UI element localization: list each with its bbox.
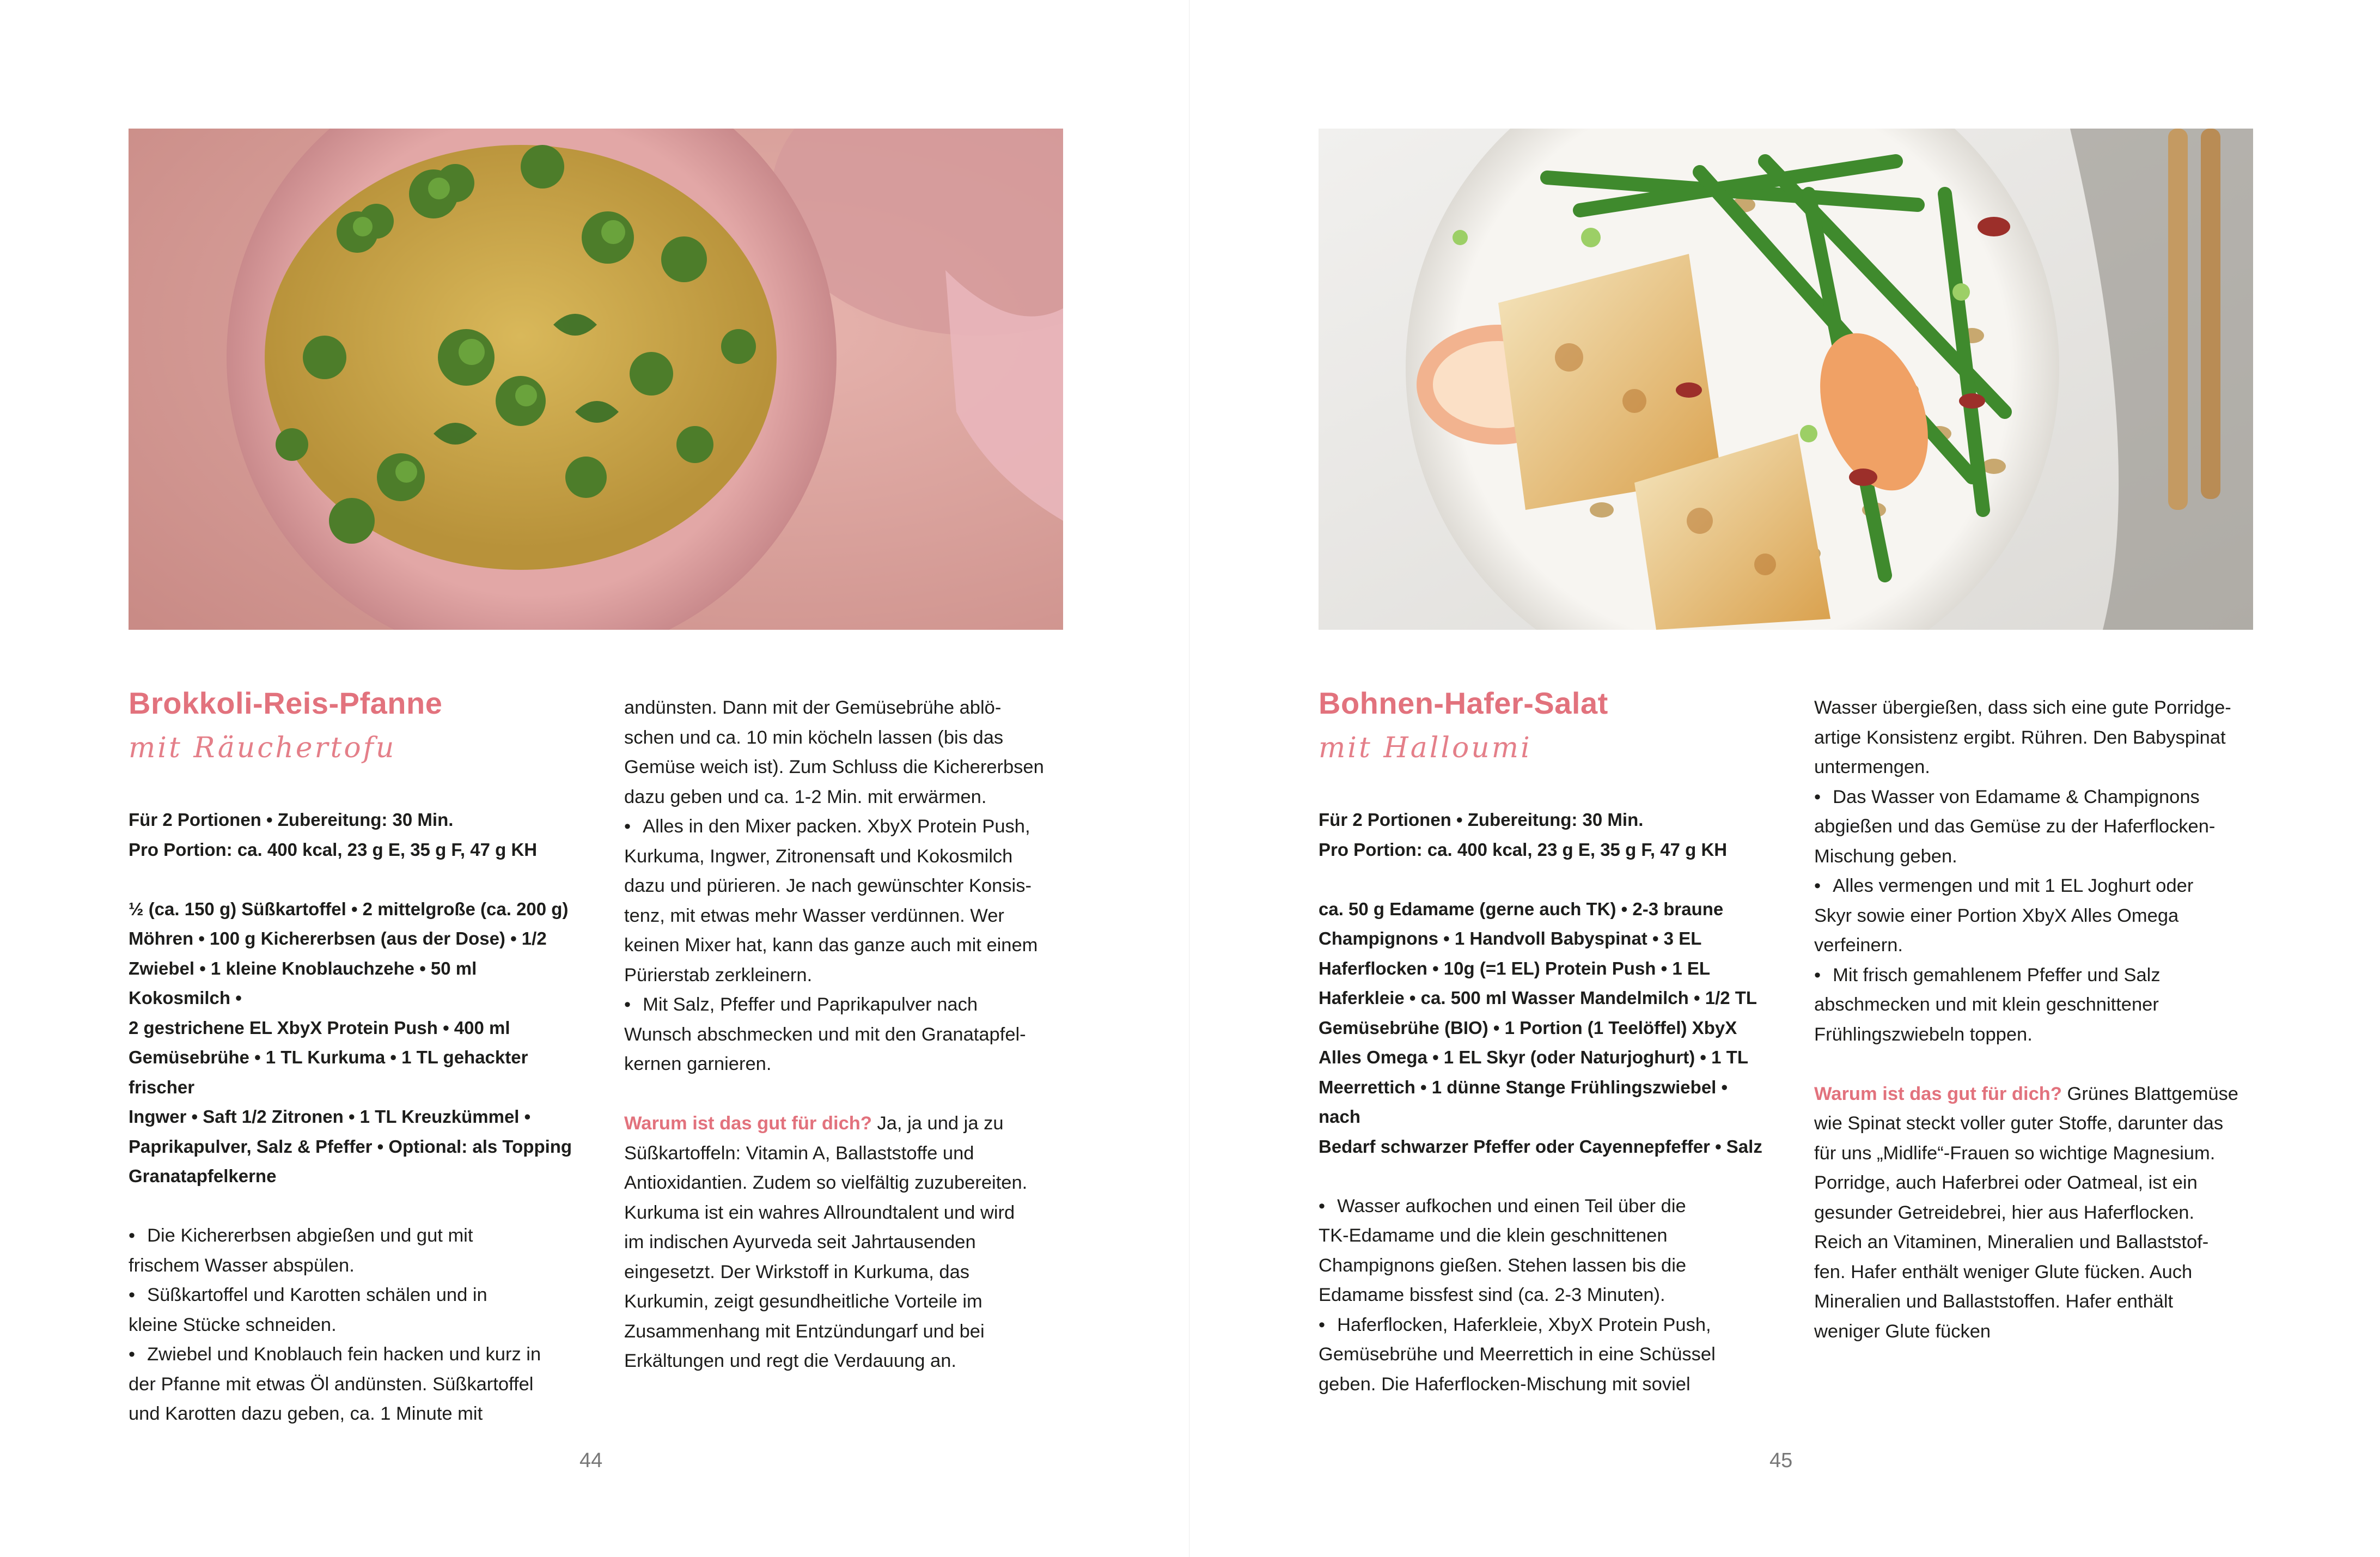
ingredients-line: Gemüsebrühe (BIO) • 1 Portion (1 Teelöffel) XbyX (1319, 1017, 1737, 1038)
step-line: • Wasser aufkochen und einen Teil über die (1319, 1191, 1765, 1221)
step-line: TK-Edamame und die klein geschnittenen (1319, 1225, 1668, 1246)
step-line: • Alles vermengen und mit 1 EL Joghurt oder (1814, 871, 2261, 901)
salad-plate-illustration (1319, 129, 2253, 630)
why-good-section (624, 1109, 1071, 1376)
step-line: keinen Mixer hat, kann das ganze auch mit einem (624, 935, 1038, 956)
why-line: gesunder Getreidebrei, hier aus Haferflocken. (1814, 1202, 2195, 1223)
portion-info: Für 2 Portionen • Zubereitung: 30 Min. (1319, 810, 1644, 830)
why-good-section (1814, 1079, 2261, 1347)
ingredients-line: Haferflocken • 10g (=1 EL) Protein Push • 1 EL (1319, 958, 1711, 978)
right-page (1190, 0, 2380, 1557)
step-line: abschmecken und mit klein geschnittener (1814, 994, 2159, 1015)
step-line: artige Konsistenz ergibt. Rühren. Den Babyspinat (1814, 727, 2226, 748)
step-line: • Zwiebel und Knoblauch fein hacken und kurz in (129, 1340, 575, 1370)
preparation-steps-continued (1814, 693, 2261, 1049)
preparation-steps (1319, 1191, 1765, 1400)
ingredients-line: 2 gestrichene EL XbyX Protein Push • 400 ml (129, 1017, 510, 1038)
step-line: kernen garnieren. (624, 1054, 772, 1074)
why-line: Kurkuma ist ein wahres Allroundtalent und wird (624, 1202, 1015, 1223)
recipe-photo-bohnen-hafer (1319, 129, 2253, 630)
step-line: Gemüse weich ist). Zum Schluss die Kichererbsen (624, 757, 1044, 777)
ingredients-line: Bedarf schwarzer Pfeffer oder Cayennepfeffer • Salz (1319, 1136, 1762, 1157)
step-line: dazu und pürieren. Je nach gewünschter Konsis- (624, 875, 1032, 896)
why-line: wie Spinat steckt voller guter Stoffe, darunter das (1814, 1113, 2224, 1134)
recipe-title: Bohnen-Hafer-Salat (1319, 686, 1608, 720)
step-line: Pürierstab zerkleinern. (624, 964, 813, 986)
step-line: kleine Stücke schneiden. (129, 1314, 337, 1335)
why-line: weniger Glute fücken (1814, 1321, 1991, 1342)
left-column-2 (624, 693, 1071, 1376)
page-number: 44 (579, 1449, 603, 1472)
step-line: Wunsch abschmecken und mit den Granatapfel- (624, 1024, 1026, 1045)
why-line: Mineralien und Ballaststoffen. Hafer enthält (1814, 1291, 2174, 1312)
why-line: für uns „Midlife“-Frauen so wichtige Magnesium. (1814, 1142, 2216, 1164)
portion-info: Für 2 Portionen • Zubereitung: 30 Min. (129, 810, 454, 830)
ingredients-line: Alles Omega • 1 EL Skyr (oder Naturjoghurt) • 1 TL (1319, 1047, 1748, 1067)
ingredients-line: Gemüsebrühe • 1 TL Kurkuma • 1 TL gehackter frischer (129, 1047, 528, 1097)
ingredients-line: ca. 50 g Edamame (gerne auch TK) • 2-3 braune (1319, 898, 1724, 919)
step-line: • Haferflocken, Haferkleie, XbyX Protein Push, (1319, 1310, 1765, 1340)
step-line: und Karotten dazu geben, ca. 1 Minute mit (129, 1403, 483, 1424)
step-line: • Das Wasser von Edamame & Champignons (1814, 782, 2261, 812)
why-line: Süßkartoffeln: Vitamin A, Ballaststoffe und (624, 1142, 974, 1164)
ingredients-line: Meerrettich • 1 dünne Stange Frühlingszwiebel • nach (1319, 1076, 1728, 1127)
step-line: Mischung geben. (1814, 846, 1957, 867)
step-line: • Die Kichererbsen abgießen und gut mit (129, 1221, 575, 1251)
why-line: Reich an Vitaminen, Mineralien und Ballaststof- (1814, 1232, 2209, 1252)
step-line: • Mit frisch gemahlenem Pfeffer und Salz (1814, 960, 2261, 990)
page-number: 45 (1769, 1449, 1793, 1472)
brokkoli-bowl-illustration (129, 129, 1063, 630)
step-line: • Alles in den Mixer packen. XbyX Protein Push, (624, 812, 1071, 842)
step-line: andünsten. Dann mit der Gemüsebrühe ablö- (624, 697, 1002, 718)
step-line: Wasser übergießen, dass sich eine gute Porridge- (1814, 697, 2231, 718)
step-line: Skyr sowie einer Portion XbyX Alles Omega (1814, 905, 2179, 926)
why-line: fen. Hafer enthält weniger Glute fücken. Auch (1814, 1261, 2193, 1282)
step-line: tenz, mit etwas mehr Wasser verdünnen. Wer (624, 905, 1004, 926)
step-line: der Pfanne mit etwas Öl andünsten. Süßkartoffel (129, 1373, 534, 1395)
left-column-1 (129, 684, 575, 1429)
ingredients-line: Champignons • 1 Handvoll Babyspinat • 3 EL (1319, 928, 1702, 948)
step-line: • Süßkartoffel und Karotten schälen und in (129, 1280, 575, 1310)
ingredients-line: Möhren • 100 g Kichererbsen (aus der Dose) • 1/2 (129, 928, 547, 948)
step-line: • Mit Salz, Pfeffer und Paprikapulver nach (624, 990, 1071, 1020)
why-line: eingesetzt. Der Wirkstoff in Kurkuma, das (624, 1261, 970, 1282)
nutrition-info: Pro Portion: ca. 400 kcal, 23 g E, 35 g F, 47 g KH (1319, 839, 1728, 860)
why-first-line (624, 1109, 1071, 1139)
recipe-subtitle: mit Räuchertofu (129, 732, 396, 764)
ingredients-line: Ingwer • Saft 1/2 Zitronen • 1 TL Kreuzkümmel • (129, 1106, 531, 1127)
why-first-line (1814, 1079, 2261, 1109)
right-column-2 (1814, 693, 2261, 1346)
ingredients-line: ½ (ca. 150 g) Süßkartoffel • 2 mittelgroße (ca. 200 g) (129, 898, 569, 919)
preparation-steps (129, 1221, 575, 1429)
step-line: verfeinern. (1814, 935, 1903, 956)
why-label: Warum ist das gut für dich? (624, 1113, 872, 1134)
ingredients-list (1319, 895, 1765, 1162)
step-line: Kurkuma, Ingwer, Zitronensaft und Kokosmilch (624, 846, 1013, 867)
why-text: Ja, ja und ja zu (871, 1113, 1004, 1134)
step-line: schen und ca. 10 min köcheln lassen (bis das (624, 727, 1004, 748)
why-line: Kurkumin, zeigt gesundheitliche Vorteile im (624, 1291, 982, 1312)
why-line: Antioxidantien. Zudem so vielfältig zuzubereiten. (624, 1172, 1028, 1193)
step-line: Edamame bissfest sind (ca. 2-3 Minuten). (1319, 1285, 1665, 1305)
why-line: Zusammenhang mit Entzündungarf und bei (624, 1321, 985, 1342)
step-line: frischem Wasser abspülen. (129, 1255, 355, 1276)
step-line: Champignons gießen. Stehen lassen bis die (1319, 1255, 1687, 1276)
preparation-steps-continued (624, 693, 1071, 1079)
ingredients-line: Haferkleie • ca. 500 ml Wasser Mandelmilch • 1/2 TL (1319, 988, 1757, 1008)
why-line: Erkältungen und regt die Verdauung an. (624, 1351, 956, 1371)
why-text: Grünes Blattgemüse (2061, 1083, 2238, 1104)
ingredients-line: Paprikapulver, Salz & Pfeffer • Optional: als Topping (129, 1136, 572, 1157)
why-label: Warum ist das gut für dich? (1814, 1083, 2062, 1104)
right-column-1 (1319, 684, 1765, 1399)
recipe-title: Brokkoli-Reis-Pfanne (129, 686, 443, 720)
why-line: Porridge, auch Haferbrei oder Oatmeal, ist ein (1814, 1172, 2198, 1193)
recipe-photo-brokkoli-reis (129, 129, 1063, 630)
ingredients-line: Granatapfelkerne (129, 1166, 277, 1186)
nutrition-info: Pro Portion: ca. 400 kcal, 23 g E, 35 g F, 47 g KH (129, 839, 538, 860)
step-line: untermengen. (1814, 757, 1930, 777)
why-line: im indischen Ayurveda seit Jahrtausenden (624, 1232, 976, 1252)
step-line: abgießen und das Gemüse zu der Haferflocken- (1814, 816, 2216, 837)
recipe-subtitle: mit Halloumi (1319, 732, 1532, 764)
ingredients-list (129, 895, 575, 1191)
step-line: Frühlingszwiebeln toppen. (1814, 1024, 2033, 1045)
step-line: Gemüsebrühe und Meerrettich in eine Schüssel (1319, 1344, 1716, 1365)
ingredients-line: Zwiebel • 1 kleine Knoblauchzehe • 50 ml Kokosmilch • (129, 958, 477, 1008)
step-line: geben. Die Haferflocken-Mischung mit soviel (1319, 1373, 1691, 1395)
step-line: dazu geben und ca. 1-2 Min. mit erwärmen. (624, 786, 987, 807)
